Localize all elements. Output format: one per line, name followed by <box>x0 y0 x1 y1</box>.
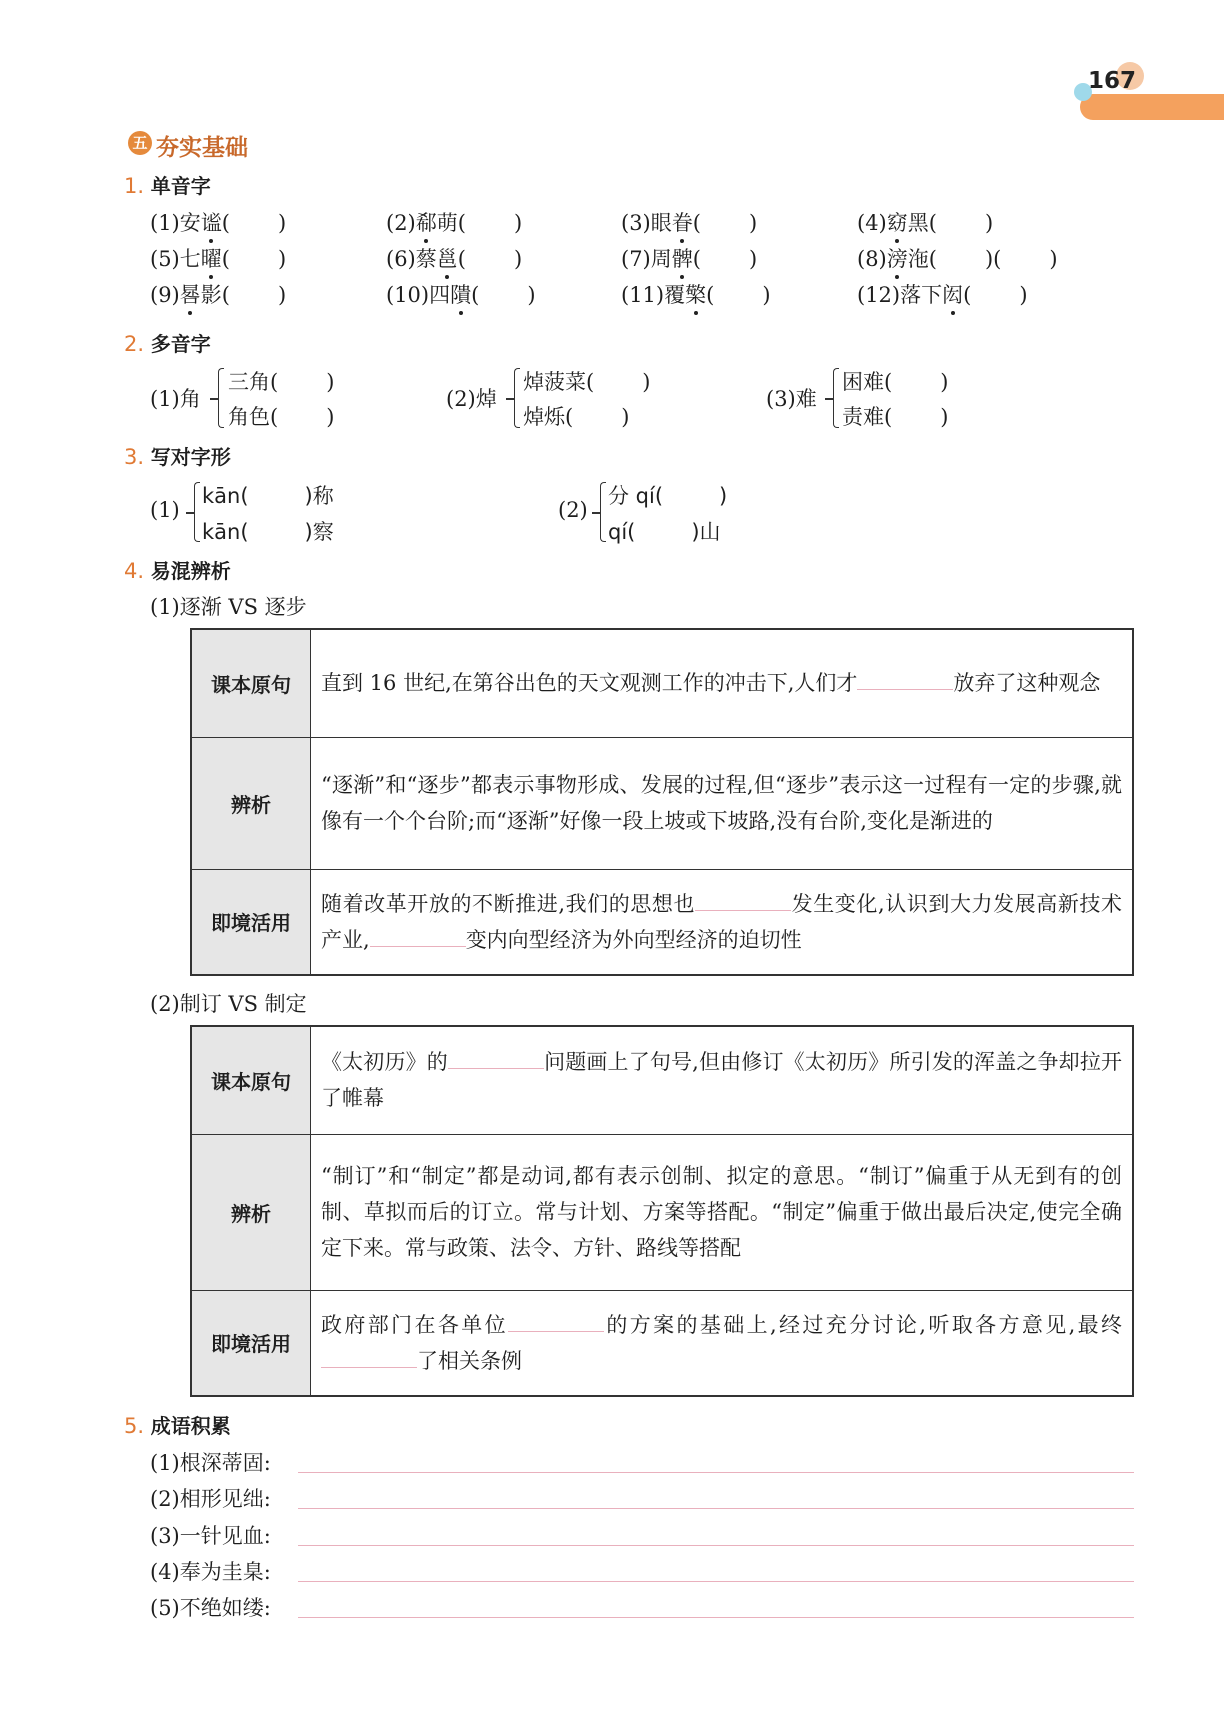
q1-item: (2)郗萌( ) <box>386 207 522 237</box>
q2-word: 焯烁( ) <box>523 405 630 429</box>
answer-line[interactable] <box>298 1545 1134 1546</box>
section-badge: 五 <box>128 131 152 155</box>
q1-item: (11)覆檠( ) <box>621 279 771 309</box>
question-title: 写对字形 <box>150 445 231 469</box>
q2-word: 困难( ) <box>842 370 949 394</box>
question-1-heading <box>124 170 211 199</box>
q1-item: (10)四隤( ) <box>386 279 536 309</box>
q3-line: qí( )山 <box>608 520 721 544</box>
brace <box>600 482 606 542</box>
idiom-item: (4)奉为圭臬: <box>150 1560 271 1584</box>
q1-item: (6)蔡邕( ) <box>386 243 522 273</box>
q3-line: kān( )察 <box>202 520 334 544</box>
answer-blank[interactable] <box>695 888 791 911</box>
q2-word: 责难( ) <box>842 405 949 429</box>
question-3-heading <box>124 441 231 470</box>
answer-line[interactable] <box>298 1472 1134 1473</box>
answer-blank[interactable] <box>857 667 953 690</box>
answer-blank[interactable] <box>321 1345 417 1368</box>
brace <box>833 368 839 428</box>
row-label: 即境活用 <box>191 869 311 975</box>
header-bar-decoration <box>1080 94 1224 120</box>
comparison-table-2 <box>190 1025 1134 1397</box>
q4-sub-1-title: (1)逐渐 VS 逐步 <box>150 595 307 619</box>
comparison-table-1 <box>190 628 1134 976</box>
q2-group-1-label: (1)角 <box>150 387 201 411</box>
q1-item: (4)窈黑( ) <box>857 207 993 237</box>
row-label: 课本原句 <box>191 1026 311 1134</box>
row-label: 辨析 <box>191 737 311 869</box>
q3-line: 分 qí( ) <box>608 484 728 508</box>
q1-item: (7)周髀( ) <box>621 243 757 273</box>
idiom-item: (3)一针见血: <box>150 1524 271 1548</box>
question-number: 2. <box>124 332 145 356</box>
row-text: 政府部门在各单位 的方案的基础上,经过充分讨论,听取各方意见,最终了相关条例 <box>311 1290 1134 1396</box>
q4-sub-2-title: (2)制订 VS 制定 <box>150 992 307 1016</box>
row-label: 课本原句 <box>191 629 311 737</box>
idiom-item: (2)相形见绌: <box>150 1487 271 1511</box>
q2-word: 焯菠菜( ) <box>523 370 651 394</box>
question-number: 4. <box>124 559 145 583</box>
question-number: 5. <box>124 1414 145 1438</box>
q1-item: (1)安谧( ) <box>150 207 286 237</box>
row-text: “制订”和“制定”都是动词,都有表示创制、拟定的意思。“制订”偏重于从无到有的创制、草拟而后的订立。常与计划、方案等搭配。“制定”偏重于做出最后决定,使完全确定下来。常与政策、法令、方针、路线等搭配 <box>311 1134 1134 1290</box>
question-title: 成语积累 <box>150 1414 231 1438</box>
question-title: 多音字 <box>150 332 211 356</box>
q2-word: 角色( ) <box>228 405 335 429</box>
q2-word: 三角( ) <box>228 370 335 394</box>
question-4-heading <box>124 555 231 584</box>
q1-item: (12)落下闳( ) <box>857 279 1028 309</box>
idiom-item: (5)不绝如缕: <box>150 1596 271 1620</box>
q1-item: (3)眼眷( ) <box>621 207 757 237</box>
answer-line[interactable] <box>298 1617 1134 1618</box>
answer-line[interactable] <box>298 1508 1134 1509</box>
q3-line: kān( )称 <box>202 484 334 508</box>
q1-item: (5)七曜( ) <box>150 243 286 273</box>
answer-blank[interactable] <box>448 1046 544 1069</box>
question-5-heading <box>124 1410 231 1439</box>
answer-blank[interactable] <box>508 1309 604 1332</box>
brace <box>514 368 520 428</box>
q1-item: (9)晷影( ) <box>150 279 286 309</box>
idiom-item: (1)根深蒂固: <box>150 1451 271 1475</box>
q2-group-2-label: (2)焯 <box>446 387 497 411</box>
q1-item: (8)滂沲( )( ) <box>857 243 1058 273</box>
question-title: 单音字 <box>150 174 211 198</box>
row-text: “逐渐”和“逐步”都表示事物形成、发展的过程,但“逐步”表示这一过程有一定的步骤,就像有一个个台阶;而“逐渐”好像一段上坡或下坡路,没有台阶,变化是渐进的 <box>311 737 1134 869</box>
question-number: 3. <box>124 445 145 469</box>
page-number: 167 <box>1088 68 1137 94</box>
row-text: 随着改革开放的不断推进,我们的思想也 发生变化,认识到大力发展高新技术产业, 变内向型经济为外向型经济的迫切性 <box>311 869 1134 975</box>
answer-line[interactable] <box>298 1581 1134 1582</box>
q2-group-3-label: (3)难 <box>766 387 817 411</box>
row-label: 即境活用 <box>191 1290 311 1396</box>
row-text: 直到 16 世纪,在第谷出色的天文观测工作的冲击下,人们才 放弃了这种观念 <box>311 629 1134 737</box>
section-title: 夯实基础 <box>156 135 248 161</box>
question-number: 1. <box>124 174 145 198</box>
brace <box>218 368 224 428</box>
question-title: 易混辨析 <box>150 559 231 583</box>
answer-blank[interactable] <box>370 924 466 947</box>
q3-group-1-label: (1) <box>150 498 180 522</box>
row-text: 《太初历》的 问题画上了句号,但由修订《太初历》所引发的浑盖之争却拉开了帷幕 <box>311 1026 1134 1134</box>
row-label: 辨析 <box>191 1134 311 1290</box>
brace <box>194 482 200 542</box>
question-2-heading <box>124 328 211 357</box>
q3-group-2-label: (2) <box>558 498 588 522</box>
